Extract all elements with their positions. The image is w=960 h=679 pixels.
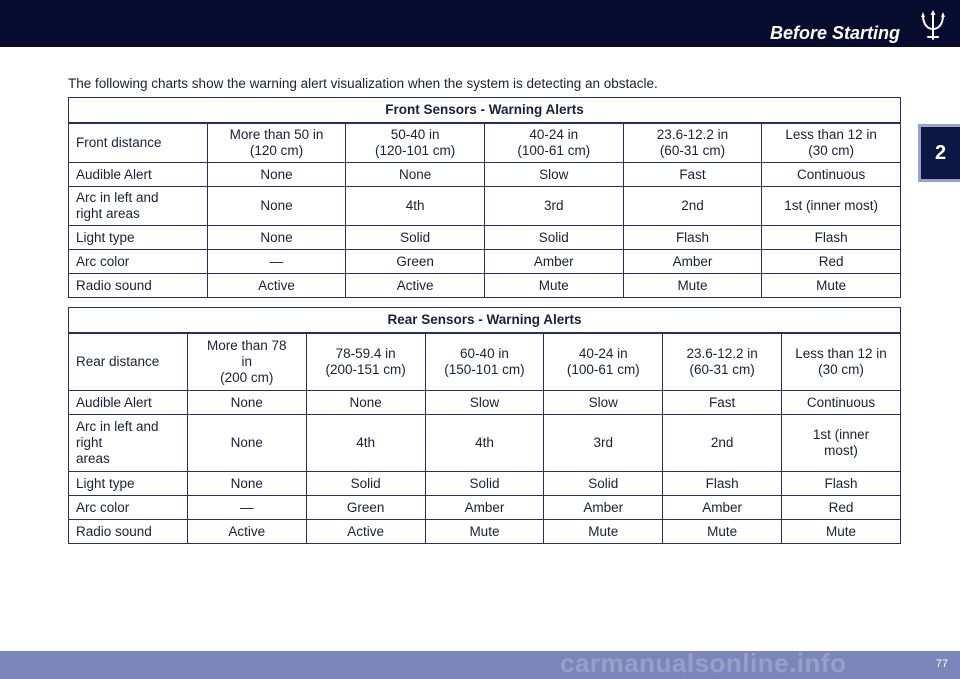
cell-line: None: [260, 229, 293, 245]
cell-line: Light type: [76, 475, 135, 491]
table-cell: [207, 163, 346, 187]
cell-line: 60-40 in: [460, 346, 509, 361]
table-cell: [762, 250, 901, 274]
cell-line: Flash: [705, 475, 739, 491]
cell-line: most): [824, 443, 858, 458]
cell-line: Green: [346, 499, 385, 515]
table-cell: [207, 226, 346, 250]
cell-line: Red: [828, 499, 854, 515]
cell-line: None: [230, 394, 263, 410]
cell-line: Arc in left and: [76, 419, 159, 434]
table-row: [69, 520, 901, 544]
cell-line: None: [260, 166, 293, 182]
distance-label: Rear distance: [69, 333, 188, 391]
cell-line: Mute: [707, 523, 738, 539]
distance-range-cell: [663, 333, 782, 391]
page-number: 77: [935, 658, 948, 670]
table-cell: [425, 520, 544, 544]
cell-line: Fast: [679, 166, 706, 182]
table-cell: [187, 472, 306, 496]
row-label: [69, 163, 208, 187]
cell-line: Light type: [76, 229, 135, 245]
cell-line: (120 cm): [249, 143, 304, 158]
cell-line: 2nd: [710, 435, 734, 450]
cell-line: Solid: [350, 475, 381, 491]
table-cell: [782, 391, 901, 415]
table-cell: [346, 226, 485, 250]
table-cell: [544, 415, 663, 472]
table-title: Rear Sensors - Warning Alerts: [69, 308, 901, 334]
cell-line: (30 cm): [818, 362, 864, 377]
cell-line: Solid: [588, 475, 619, 491]
cell-line: 3rd: [544, 198, 564, 213]
watermark: carmanualsonline.info: [560, 648, 847, 678]
table-cell: [187, 496, 306, 520]
table-title-row: [69, 308, 901, 334]
cell-line: None: [399, 166, 432, 182]
cell-line: Arc color: [76, 253, 130, 269]
cell-line: 78-59.4 in: [335, 346, 396, 361]
cell-line: Mute: [469, 523, 500, 539]
table-cell: [623, 226, 762, 250]
cell-line: Slow: [588, 394, 618, 410]
table-row: [69, 187, 901, 226]
table-cell: [544, 391, 663, 415]
cell-line: Active: [396, 277, 434, 293]
table-cell: [544, 472, 663, 496]
table-cell: [663, 520, 782, 544]
table-title: Front Sensors - Warning Alerts: [69, 98, 901, 124]
distance-range-cell: [484, 123, 623, 163]
cell-line: Mute: [816, 277, 847, 293]
table-cell: [425, 496, 544, 520]
table-cell: [306, 496, 425, 520]
cell-line: Audible Alert: [76, 394, 152, 410]
cell-line: Slow: [469, 394, 500, 410]
distance-range-cell: [207, 123, 346, 163]
table-cell: [425, 415, 544, 472]
table-cell: [782, 415, 901, 472]
cell-line: 4th: [475, 435, 494, 450]
distance-header-row: [69, 123, 901, 163]
cell-line: (150-101 cm): [444, 362, 525, 377]
cell-line: Less than 12 in: [795, 346, 887, 361]
cell-line: 4th: [356, 435, 375, 450]
chapter-number: 2: [921, 127, 960, 179]
cell-line: Less than 12 in: [785, 127, 877, 142]
cell-line: Fast: [709, 394, 736, 410]
distance-header-row: [69, 333, 901, 391]
table-row: [69, 415, 901, 472]
rear-sensors-table: [68, 307, 901, 544]
cell-line: (100-61 cm): [517, 143, 591, 158]
distance-range-cell: [762, 123, 901, 163]
row-label: [69, 472, 188, 496]
table-cell: [484, 226, 623, 250]
cell-line: Continuous: [796, 166, 866, 182]
table-cell: [782, 496, 901, 520]
table-cell: [484, 163, 623, 187]
cell-line: Green: [396, 253, 434, 269]
chapter-tab[interactable]: [918, 124, 960, 182]
cell-line: Active: [258, 277, 295, 293]
table-cell: [484, 250, 623, 274]
table-cell: [623, 163, 762, 187]
cell-line: Solid: [400, 229, 431, 245]
table-cell: [623, 274, 762, 298]
cell-line: Amber: [702, 499, 743, 515]
cell-line: More than 78: [206, 338, 287, 353]
row-label: [69, 415, 188, 472]
intro-text: The following charts show the warning alert visualization when the system is detecting an obstacle.: [68, 76, 658, 91]
cell-line: 40-24 in: [578, 346, 628, 361]
table-row: [69, 496, 901, 520]
table-cell: [425, 391, 544, 415]
cell-line: Red: [818, 253, 844, 269]
cell-line: Flash: [824, 475, 858, 491]
table-cell: [782, 472, 901, 496]
table-row: [69, 163, 901, 187]
table-cell: [306, 415, 425, 472]
cell-line: Flash: [814, 229, 848, 245]
cell-line: 4th: [405, 198, 425, 213]
table-cell: [187, 391, 306, 415]
cell-line: 3rd: [593, 435, 614, 450]
trident-icon: [918, 9, 948, 43]
distance-range-cell: [346, 123, 485, 163]
cell-line: in: [241, 354, 253, 369]
table-cell: [306, 520, 425, 544]
cell-line: Arc in left and: [76, 190, 159, 205]
table-cell: [306, 391, 425, 415]
table-title-row: [69, 98, 901, 124]
table-cell: [187, 520, 306, 544]
table-cell: [663, 391, 782, 415]
cell-line: Mute: [677, 277, 708, 293]
table-cell: [207, 274, 346, 298]
cell-line: None: [230, 435, 263, 450]
table-cell: [762, 274, 901, 298]
cell-line: areas: [76, 451, 110, 466]
cell-line: (60-31 cm): [689, 362, 755, 377]
cell-line: (60-31 cm): [659, 143, 726, 158]
row-label: [69, 520, 188, 544]
table-cell: [663, 496, 782, 520]
cell-line: 23.6-12.2 in: [686, 346, 758, 361]
table-cell: [663, 472, 782, 496]
cell-line: 50-40 in: [390, 127, 440, 142]
section-title: Before Starting: [769, 23, 900, 43]
cell-line: right areas: [76, 206, 140, 221]
row-label: [69, 496, 188, 520]
cell-line: 40-24 in: [529, 127, 579, 142]
row-label: [69, 187, 208, 226]
cell-line: None: [260, 198, 293, 213]
cell-line: Slow: [539, 166, 569, 182]
cell-line: 1st (inner: [812, 427, 870, 442]
cell-line: Amber: [583, 499, 624, 515]
distance-range-cell: [425, 333, 544, 391]
table-cell: [762, 226, 901, 250]
table-cell: [346, 187, 485, 226]
cell-line: (120-101 cm): [374, 143, 456, 158]
distance-range-cell: [306, 333, 425, 391]
cell-line: Arc color: [76, 499, 130, 515]
table-row: [69, 250, 901, 274]
table-cell: [346, 274, 485, 298]
table-row: [69, 274, 901, 298]
front-sensors-table: [68, 97, 901, 298]
row-label: [69, 226, 208, 250]
table-cell: [623, 187, 762, 226]
table-cell: [207, 187, 346, 226]
cell-line: —: [269, 253, 284, 269]
table-cell: [544, 496, 663, 520]
table-cell: [544, 520, 663, 544]
distance-range-cell: [782, 333, 901, 391]
table-row: [69, 391, 901, 415]
cell-line: Continuous: [806, 394, 876, 410]
table-row: [69, 226, 901, 250]
table-cell: [762, 163, 901, 187]
cell-line: Solid: [469, 475, 500, 491]
cell-line: Radio sound: [76, 277, 152, 293]
cell-line: Active: [228, 523, 266, 539]
cell-line: Flash: [675, 229, 709, 245]
cell-line: Mute: [538, 277, 569, 293]
cell-line: More than 50 in: [229, 127, 324, 142]
cell-line: Active: [347, 523, 384, 539]
table-cell: [762, 187, 901, 226]
cell-line: (200 cm): [220, 370, 274, 385]
table-cell: [425, 472, 544, 496]
distance-range-cell: [187, 333, 306, 391]
cell-line: (30 cm): [808, 143, 855, 158]
cell-line: Audible Alert: [76, 166, 152, 182]
cell-line: —: [240, 499, 254, 515]
table-cell: [207, 250, 346, 274]
cell-line: Solid: [538, 229, 569, 245]
table-cell: [484, 187, 623, 226]
table-cell: [346, 163, 485, 187]
distance-label: Front distance: [69, 123, 208, 163]
table-row: [69, 472, 901, 496]
table-cell: [623, 250, 762, 274]
cell-line: 2nd: [681, 198, 704, 213]
cell-line: None: [230, 475, 263, 491]
row-label: [69, 391, 188, 415]
row-label: [69, 274, 208, 298]
cell-line: Amber: [464, 499, 505, 515]
table-cell: [346, 250, 485, 274]
cell-line: 23.6-12.2 in: [656, 127, 729, 142]
row-label: [69, 250, 208, 274]
distance-range-cell: [623, 123, 762, 163]
cell-line: (100-61 cm): [566, 362, 640, 377]
cell-line: Radio sound: [76, 523, 152, 539]
cell-line: None: [349, 394, 382, 410]
distance-range-cell: [544, 333, 663, 391]
table-cell: [306, 472, 425, 496]
cell-line: Amber: [672, 253, 713, 269]
cell-line: Mute: [588, 523, 619, 539]
cell-line: 1st (inner most): [784, 198, 879, 213]
cell-line: Mute: [826, 523, 857, 539]
table-cell: [187, 415, 306, 472]
cell-line: right: [76, 435, 103, 450]
cell-line: (200-151 cm): [325, 362, 406, 377]
table-cell: [484, 274, 623, 298]
cell-line: Amber: [533, 253, 574, 269]
table-cell: [782, 520, 901, 544]
table-cell: [663, 415, 782, 472]
